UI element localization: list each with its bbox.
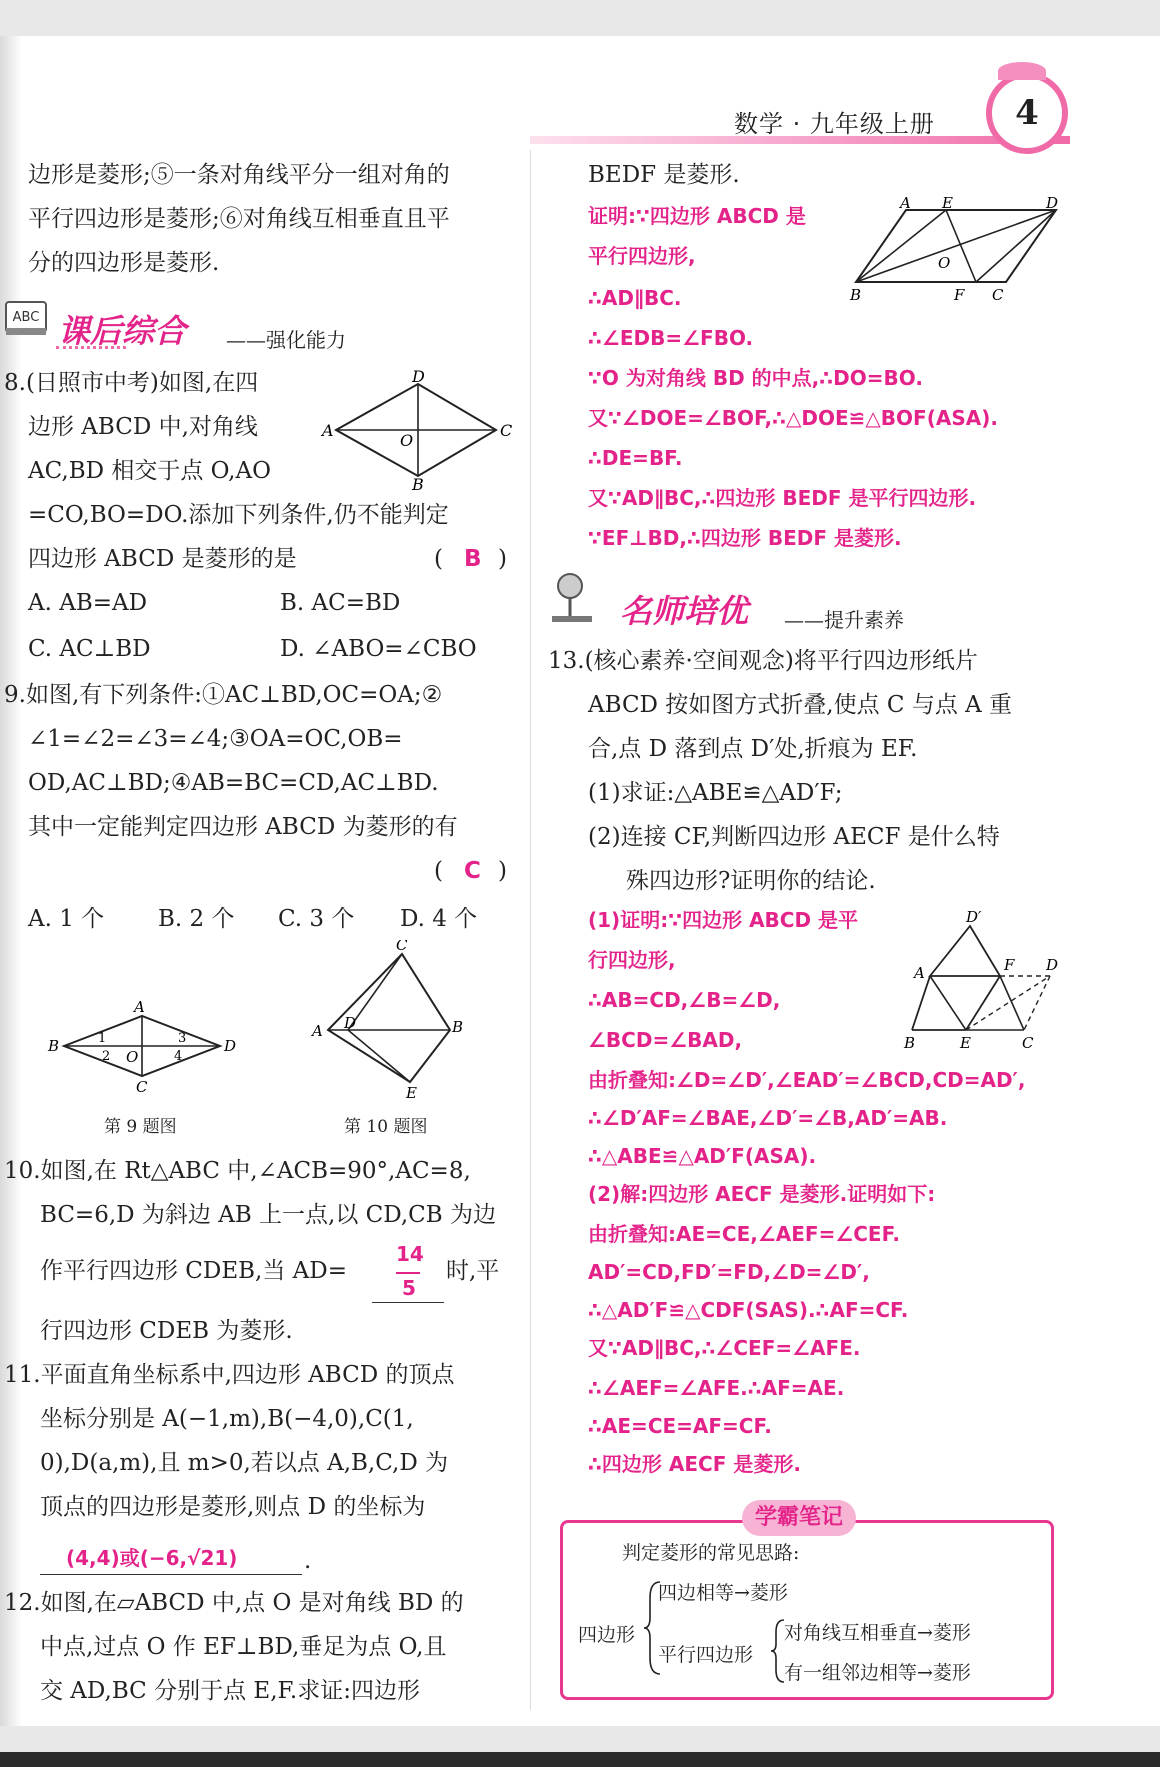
q11-period: . bbox=[304, 1548, 312, 1574]
q9-line: 9.如图,有下列条件:①AC⊥BD,OC=OA;② bbox=[4, 682, 443, 708]
q10-line: BC=6,D 为斜边 AB 上一点,以 CD,CB 为边 bbox=[40, 1202, 496, 1228]
svg-text:B: B bbox=[904, 1034, 916, 1052]
q8-option: A. AB=AD bbox=[28, 590, 148, 616]
page-edge-shadow bbox=[0, 36, 22, 1726]
svg-text:C: C bbox=[396, 940, 408, 954]
book-icon bbox=[4, 300, 48, 338]
q10-figure bbox=[308, 940, 488, 1100]
bottom-bar bbox=[0, 1752, 1160, 1767]
q13-solution-line: 由折叠知:AE=CE,∠AEF=∠CEF. bbox=[588, 1222, 900, 1246]
header-title: 数学 · 九年级上册 bbox=[734, 110, 935, 138]
svg-text:D: D bbox=[344, 1014, 357, 1032]
note-heading: 判定菱形的常见思路: bbox=[622, 1542, 800, 1564]
q13-solution-line: ∴四边形 AECF 是菱形. bbox=[588, 1452, 801, 1476]
svg-text:B: B bbox=[850, 286, 862, 304]
abc-badge: ABC bbox=[12, 310, 40, 325]
intro-line: 分的四边形是菱形. bbox=[28, 250, 220, 276]
q12-proof-line: ∵EF⊥BD,∴四边形 BEDF 是菱形. bbox=[588, 526, 902, 550]
q13-solution-line: 行四边形, bbox=[588, 948, 676, 972]
q10-line: 行四边形 CDEB 为菱形. bbox=[40, 1318, 293, 1344]
q13-solution-line: AD′=CD,FD′=FD,∠D=∠D′, bbox=[588, 1260, 870, 1284]
q9-caption: 第 9 题图 bbox=[104, 1117, 177, 1137]
q9-option: A. 1 个 bbox=[28, 906, 105, 932]
q9-line: ∠1=∠2=∠3=∠4;③OA=OC,OB= bbox=[28, 726, 403, 752]
svg-text:D′: D′ bbox=[966, 908, 982, 926]
q8-line: 四边形 ABCD 是菱形的是 bbox=[28, 546, 297, 572]
q12-proof-line: 又∵AD∥BC,∴四边形 BEDF 是平行四边形. bbox=[588, 486, 977, 510]
note-leaf1: 对角线互相垂直→菱形 bbox=[784, 1622, 971, 1644]
q10-caption: 第 10 题图 bbox=[344, 1117, 428, 1137]
q9-option: C. 3 个 bbox=[278, 906, 355, 932]
q12-proof-line: ∵O 为对角线 BD 的中点,∴DO=BO. bbox=[588, 366, 923, 390]
q11-answer: (4,4)或(−6,√21) bbox=[66, 1546, 238, 1570]
q9-line: 其中一定能判定四边形 ABCD 为菱形的有 bbox=[28, 814, 458, 840]
note-branch2: 平行四边形 bbox=[658, 1644, 754, 1666]
note-root: 四边形 bbox=[578, 1624, 636, 1646]
q9-option: D. 4 个 bbox=[400, 906, 478, 932]
q10-answer-numerator: 14 bbox=[396, 1242, 424, 1266]
svg-text:E: E bbox=[406, 1084, 417, 1100]
study-notes-title: 学霸笔记 bbox=[742, 1500, 856, 1536]
svg-text:O: O bbox=[938, 254, 951, 272]
q12-proof-line: ∴DE=BF. bbox=[588, 446, 683, 470]
q8-answer: B bbox=[464, 546, 482, 572]
q13-solution-line: (1)证明:∵四边形 ABCD 是平 bbox=[588, 908, 859, 932]
svg-text:E: E bbox=[942, 196, 953, 212]
svg-text:B: B bbox=[452, 1018, 464, 1036]
page-number: 4 bbox=[986, 72, 1068, 154]
q8-line: AC,BD 相交于点 O,AO bbox=[28, 458, 271, 484]
column-divider bbox=[530, 150, 531, 1710]
q11-line: 坐标分别是 A(−1,m),B(−4,0),C(1, bbox=[40, 1406, 414, 1432]
q10-line: 作平行四边形 CDEB,当 AD= bbox=[40, 1258, 347, 1284]
q13-solution-line: 由折叠知:∠D=∠D′,∠EAD′=∠BCD,CD=AD′, bbox=[588, 1068, 1026, 1092]
q8-option: C. AC⊥BD bbox=[28, 636, 151, 662]
label-d: D bbox=[412, 370, 425, 386]
q8-option: D. ∠ABO=∠CBO bbox=[280, 636, 477, 662]
svg-text:4: 4 bbox=[174, 1049, 183, 1064]
q12-proof-line: ∴AD∥BC. bbox=[588, 286, 682, 310]
svg-text:A: A bbox=[134, 998, 145, 1016]
q13-solution-line: ∴△AD′F≌△CDF(SAS).∴AF=CF. bbox=[588, 1298, 909, 1322]
q10-line: 时,平 bbox=[446, 1258, 500, 1284]
svg-text:D: D bbox=[1046, 956, 1059, 974]
label-a: A bbox=[322, 421, 334, 440]
q12-proof-line: 证明:∵四边形 ABCD 是 bbox=[588, 204, 806, 228]
q8-paren-open: ( bbox=[434, 546, 443, 572]
q9-answer: C bbox=[464, 858, 481, 884]
q13-solution-line: ∴∠AEF=∠AFE.∴AF=AE. bbox=[588, 1376, 845, 1400]
q9-option: B. 2 个 bbox=[158, 906, 235, 932]
q8-line: 边形 ABCD 中,对角线 bbox=[28, 414, 258, 440]
svg-text:E: E bbox=[960, 1034, 971, 1052]
q13-line: 殊四边形?证明你的结论. bbox=[626, 868, 876, 894]
q10-answer-denominator: 5 bbox=[402, 1276, 416, 1300]
q13-solution-line: ∠BCD=∠BAD, bbox=[588, 1028, 743, 1052]
section-title-excellence: 名师培优 bbox=[620, 592, 749, 630]
q12-proof-line: 又∵∠DOE=∠BOF,∴△DOE≌△BOF(ASA). bbox=[588, 406, 998, 430]
q11-line: 顶点的四边形是菱形,则点 D 的坐标为 bbox=[40, 1494, 426, 1520]
q13-solution-line: ∴AB=CD,∠B=∠D, bbox=[588, 988, 781, 1012]
q12-line: 中点,过点 O 作 EF⊥BD,垂足为点 O,且 bbox=[40, 1634, 447, 1660]
q12-line: 12.如图,在▱ABCD 中,点 O 是对角线 BD 的 bbox=[4, 1590, 464, 1616]
svg-text:A: A bbox=[900, 196, 911, 212]
q9-line: OD,AC⊥BD;④AB=BC=CD,AC⊥BD. bbox=[28, 770, 439, 796]
q11-line: 11.平面直角坐标系中,四边形 ABCD 的顶点 bbox=[4, 1362, 455, 1388]
note-branch1: 四边相等→菱形 bbox=[658, 1582, 788, 1604]
q8-option: B. AC=BD bbox=[280, 590, 401, 616]
q8-line: =CO,BO=DO.添加下列条件,仍不能判定 bbox=[28, 502, 449, 528]
svg-text:F: F bbox=[954, 286, 965, 304]
svg-text:C: C bbox=[992, 286, 1004, 304]
svg-text:3: 3 bbox=[178, 1031, 187, 1046]
svg-text:C: C bbox=[1022, 1034, 1034, 1052]
svg-text:A: A bbox=[914, 964, 925, 982]
q9-paren-close: ) bbox=[498, 858, 507, 884]
q12-line: 交 AD,BC 分别于点 E,F.求证:四边形 bbox=[40, 1678, 420, 1704]
q13-solution-line: (2)解:四边形 AECF 是菱形.证明如下: bbox=[588, 1182, 936, 1206]
q11-answer-blank bbox=[40, 1574, 302, 1575]
svg-text:A: A bbox=[312, 1022, 323, 1040]
q12-proof-line: ∴∠EDB=∠FBO. bbox=[588, 326, 754, 350]
svg-text:D: D bbox=[1046, 196, 1059, 212]
q13-line: (2)连接 CF,判断四边形 AECF 是什么特 bbox=[588, 824, 1000, 850]
q12-figure bbox=[846, 196, 1066, 308]
q13-solution-line: 又∵AD∥BC,∴∠CEF=∠AFE. bbox=[588, 1336, 861, 1360]
q13-line: 合,点 D 落到点 D′处,折痕为 EF. bbox=[588, 736, 918, 762]
lamp-icon bbox=[544, 568, 602, 626]
label-o: O bbox=[400, 431, 414, 450]
q9-figure bbox=[46, 996, 246, 1096]
q13-line: 13.(核心素养·空间观念)将平行四边形纸片 bbox=[548, 648, 978, 674]
q9-paren-open: ( bbox=[434, 858, 443, 884]
q8-rhombus-figure bbox=[320, 370, 520, 490]
svg-text:2: 2 bbox=[102, 1049, 111, 1064]
q13-figure bbox=[900, 906, 1066, 1052]
q13-solution-line: ∴∠D′AF=∠BAE,∠D′=∠B,AD′=AB. bbox=[588, 1106, 948, 1130]
svg-text:1: 1 bbox=[98, 1031, 107, 1046]
section-subtitle: ——提升素养 bbox=[784, 608, 904, 632]
section-title-homework: 课后综合 bbox=[58, 312, 187, 350]
q13-line: ABCD 按如图方式折叠,使点 C 与点 A 重 bbox=[588, 692, 1013, 718]
section-subtitle: ——强化能力 bbox=[226, 328, 346, 352]
label-b: B bbox=[412, 475, 424, 490]
intro-line: 平行四边形是菱形;⑥对角线互相垂直且平 bbox=[28, 206, 450, 232]
q10-line: 10.如图,在 Rt△ABC 中,∠ACB=90°,AC=8, bbox=[4, 1158, 471, 1184]
svg-text:O: O bbox=[126, 1048, 139, 1066]
q8-paren-close: ) bbox=[498, 546, 507, 572]
label-c: C bbox=[500, 421, 513, 440]
q10-answer-blank bbox=[372, 1302, 444, 1303]
q8-line: 8.(日照市中考)如图,在四 bbox=[4, 370, 259, 396]
svg-text:D: D bbox=[224, 1037, 237, 1055]
section-dots bbox=[56, 346, 126, 349]
svg-text:C: C bbox=[136, 1078, 148, 1096]
intro-line: 边形是菱形;⑤一条对角线平分一组对角的 bbox=[28, 162, 450, 188]
q12-cont: BEDF 是菱形. bbox=[588, 162, 740, 188]
note-leaf2: 有一组邻边相等→菱形 bbox=[784, 1662, 971, 1684]
q13-line: (1)求证:△ABE≌△AD′F; bbox=[588, 780, 843, 806]
svg-text:B: B bbox=[48, 1037, 60, 1055]
q13-solution-line: ∴AE=CE=AF=CF. bbox=[588, 1414, 772, 1438]
q13-solution-line: ∴△ABE≌△AD′F(ASA). bbox=[588, 1144, 817, 1168]
q11-line: 0),D(a,m),且 m>0,若以点 A,B,C,D 为 bbox=[40, 1450, 449, 1476]
q12-proof-line: 平行四边形, bbox=[588, 244, 696, 268]
svg-text:F: F bbox=[1004, 956, 1015, 974]
